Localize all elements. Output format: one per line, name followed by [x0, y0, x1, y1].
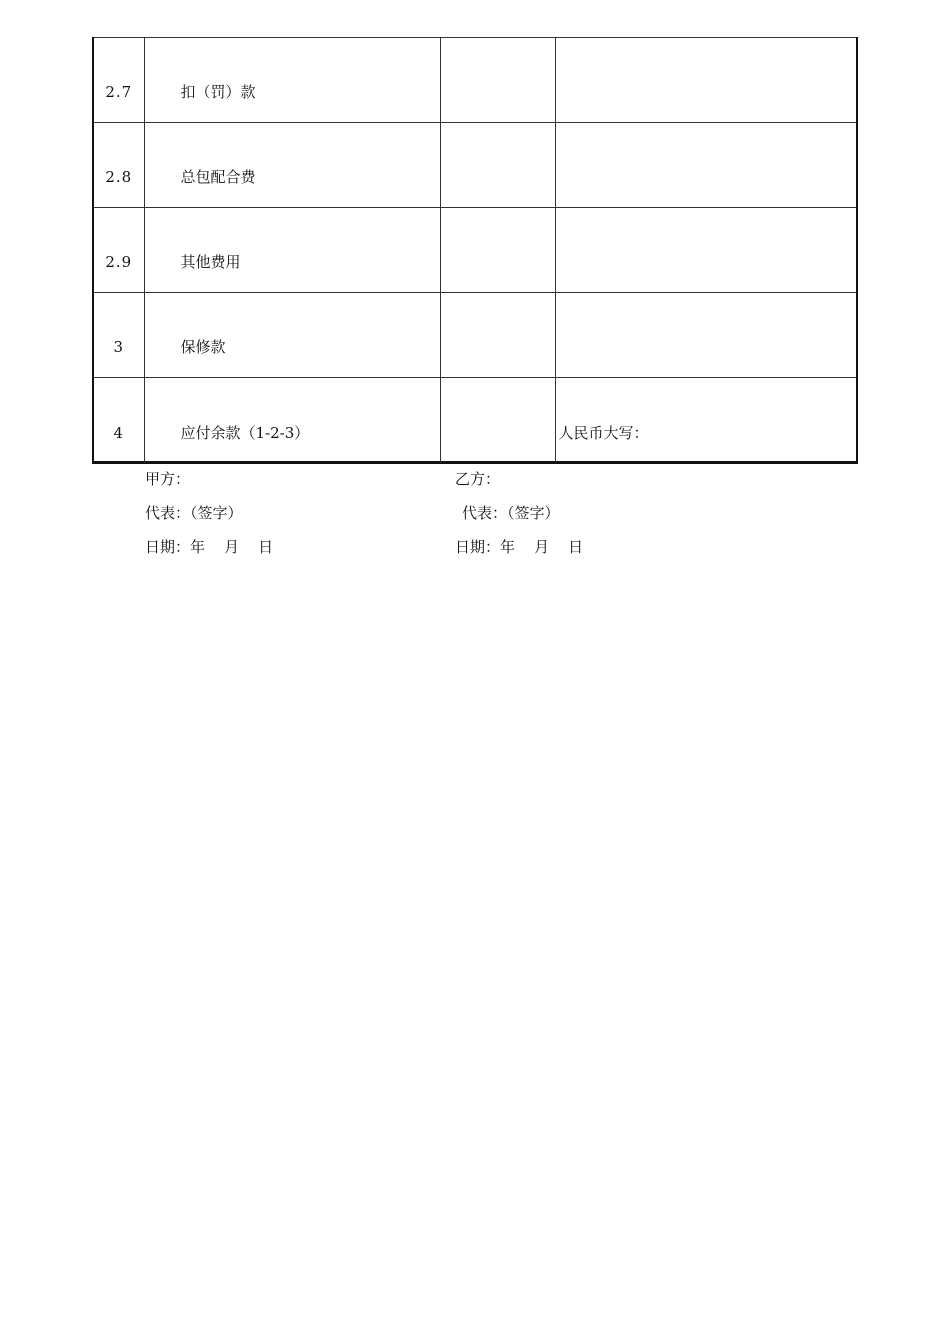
note-value — [556, 267, 559, 287]
party-b-date: 日期：年 月 日 — [455, 538, 584, 556]
row-number: 3 — [113, 338, 125, 356]
note-cell — [555, 378, 856, 463]
amount-cell — [440, 208, 555, 293]
amount-cell — [440, 378, 555, 463]
item-name-cell — [144, 293, 440, 378]
item-name-cell — [144, 38, 440, 123]
item-name: 保修款 — [180, 338, 226, 356]
item-name: 总包配合费 — [180, 168, 256, 186]
item-name: 扣（罚）款 — [180, 83, 256, 101]
note-cell — [555, 208, 856, 293]
settlement-table-grid — [94, 37, 856, 463]
row-number: 2.7 — [105, 83, 133, 101]
item-name-cell — [144, 208, 440, 293]
party-a-date: 日期：年 月 日 — [145, 538, 274, 556]
row-number-cell — [94, 293, 144, 378]
amount-cell — [440, 293, 555, 378]
note-value: 人民币大写： — [558, 423, 649, 442]
row-number-cell — [94, 208, 144, 293]
note-value — [556, 182, 559, 202]
note-cell — [555, 293, 856, 378]
row-number-cell — [94, 38, 144, 123]
row-number: 2.8 — [105, 168, 133, 186]
item-name-cell — [144, 123, 440, 208]
table-row — [94, 38, 856, 123]
item-name: 应付余款（1-2-3） — [180, 423, 310, 442]
note-value — [556, 97, 559, 117]
party-b-representative: 代表：（签字） — [462, 504, 560, 522]
party-a-representative: 代表：（签字） — [145, 504, 243, 522]
item-name-cell — [144, 378, 440, 463]
table-row — [94, 293, 856, 378]
note-cell — [555, 38, 856, 123]
table-row — [94, 378, 856, 463]
party-a-label: 甲方： — [145, 470, 191, 488]
row-number: 2.9 — [105, 253, 133, 271]
note-cell — [555, 123, 856, 208]
party-b-label: 乙方： — [455, 470, 501, 488]
settlement-table — [92, 37, 858, 464]
amount-cell — [440, 123, 555, 208]
note-value — [556, 352, 559, 372]
row-number-cell — [94, 378, 144, 463]
row-number-cell — [94, 123, 144, 208]
table-row — [94, 208, 856, 293]
table-row — [94, 123, 856, 208]
amount-cell — [440, 38, 555, 123]
row-number: 4 — [113, 423, 125, 442]
item-name: 其他费用 — [180, 253, 241, 271]
